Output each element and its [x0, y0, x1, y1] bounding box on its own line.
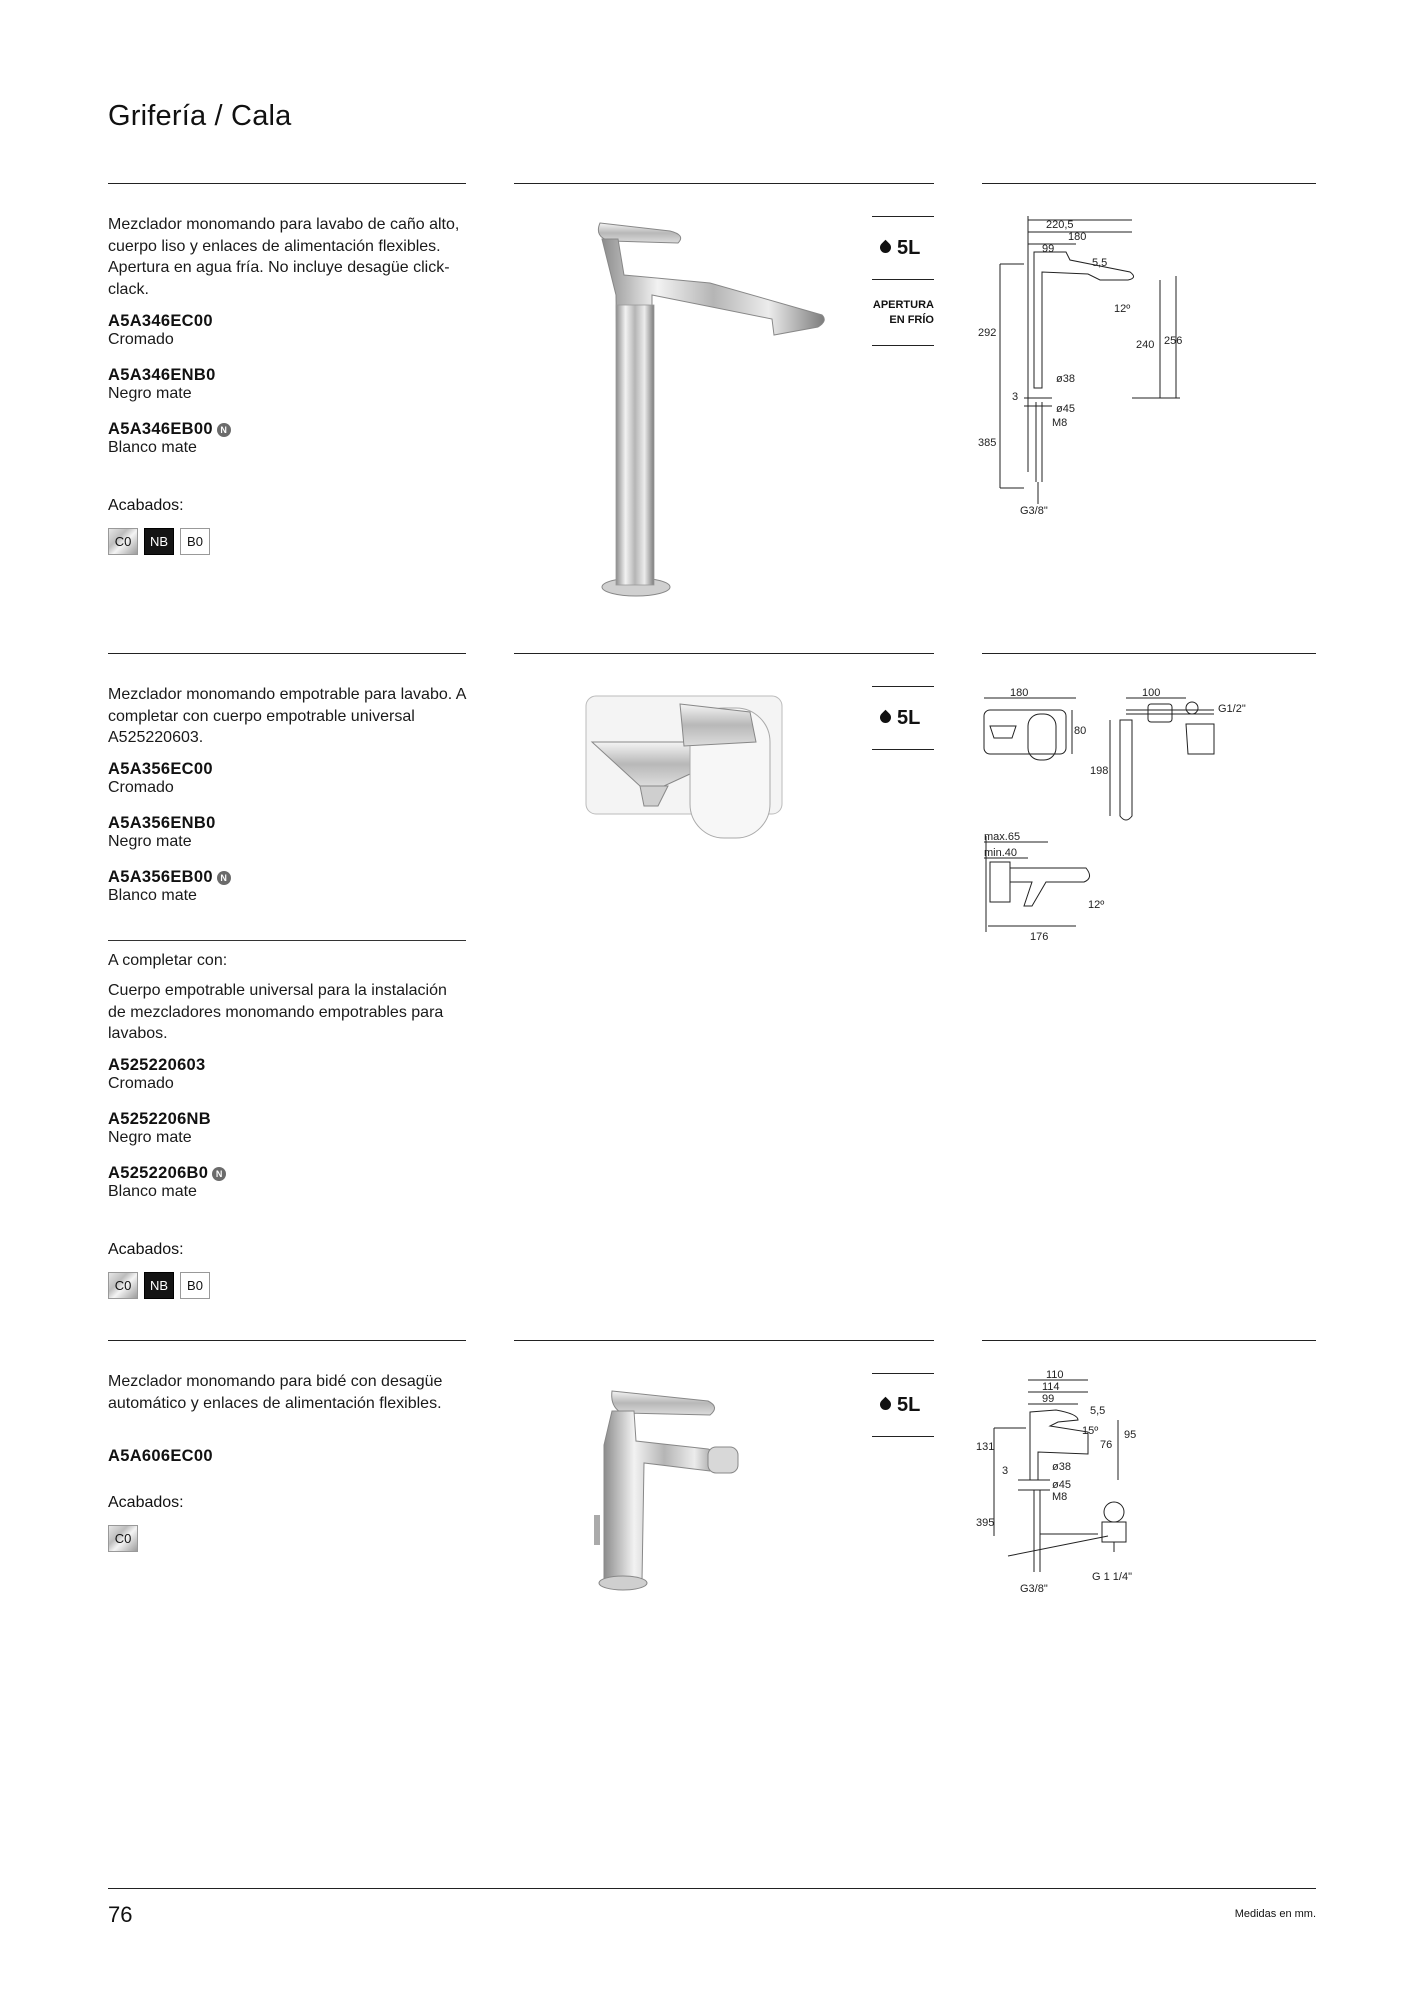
swatch-chrome[interactable]: C0 — [108, 528, 138, 555]
product-code: A5A346ENB0 — [108, 366, 216, 384]
dim-label: 180 — [1068, 231, 1087, 243]
dim-label: 292 — [978, 327, 997, 339]
variant-item — [108, 1447, 213, 1466]
apertura-line: APERTURA — [872, 299, 934, 311]
dim-label: G3/8" — [1020, 505, 1048, 517]
flow-rule — [872, 749, 934, 750]
cold-open-label — [862, 298, 934, 328]
technical-drawing-wall-mixer — [976, 684, 1276, 954]
flow-rule — [872, 345, 934, 346]
flow-rate — [880, 707, 920, 730]
product-code: A5A346EB00 — [108, 420, 213, 438]
finish-name: Blanco mate — [108, 439, 197, 456]
product-code: A5252206NB — [108, 1110, 211, 1128]
section-divider — [982, 183, 1316, 184]
section-divider — [982, 653, 1316, 654]
technical-drawing-tall-mixer — [980, 212, 1220, 522]
finish-name: Blanco mate — [108, 1183, 197, 1200]
footer-rule — [108, 1888, 1316, 1889]
dim-label: 114 — [1042, 1381, 1060, 1393]
dim-label: 99 — [1042, 243, 1055, 255]
dim-label: 3 — [1002, 1465, 1009, 1477]
product-image-wall-mixer — [580, 690, 790, 860]
flow-value: 5L — [897, 237, 921, 259]
variant-item — [108, 1164, 226, 1201]
new-badge: N — [212, 1167, 226, 1181]
flow-value: 5L — [897, 707, 921, 729]
dim-label: 395 — [976, 1517, 995, 1529]
flow-rule — [872, 686, 934, 687]
dim-label: G1/2" — [1218, 703, 1246, 715]
swatch-black-matte[interactable]: NB — [144, 528, 174, 555]
dim-label: min.40 — [984, 847, 1018, 859]
section-divider — [108, 183, 466, 184]
dim-label: 256 — [1164, 335, 1183, 347]
water-drop-icon — [878, 1397, 894, 1413]
dim-label: 131 — [976, 1441, 995, 1453]
water-drop-icon — [878, 710, 894, 726]
variant-item — [108, 868, 231, 905]
dim-label: ø38 — [1056, 373, 1075, 385]
dim-label: 76 — [1100, 1439, 1113, 1451]
complete-with-label: A completar con: — [108, 952, 228, 969]
product-code: A525220603 — [108, 1056, 206, 1074]
dim-label: ø45 — [1056, 403, 1075, 415]
page-number: 76 — [108, 1902, 133, 1927]
section-divider — [108, 653, 466, 654]
flow-rule — [872, 216, 934, 217]
water-drop-icon — [878, 240, 894, 256]
new-badge: N — [217, 423, 231, 437]
product-description: Mezclador monomando empotrable para lavabo. A completar con cuerpo empotrable universal A525220603. — [108, 686, 466, 746]
product-code: A5A606EC00 — [108, 1447, 213, 1465]
dim-label: G3/8" — [1020, 1583, 1048, 1595]
swatch-chrome[interactable]: C0 — [108, 1525, 138, 1552]
dim-label: 385 — [978, 437, 997, 449]
swatch-white-matte[interactable]: B0 — [180, 528, 210, 555]
finish-name: Blanco mate — [108, 887, 197, 904]
swatch-chrome[interactable]: C0 — [108, 1272, 138, 1299]
complete-with-description: Cuerpo empotrable universal para la instalación de mezcladores monomando empotrables para lavabos. — [108, 982, 447, 1042]
dim-label: 12º — [1088, 899, 1105, 911]
dim-label: 240 — [1136, 339, 1155, 351]
product-description: Mezclador monomando para bidé con desagüe automático y enlaces de alimentación flexibles. — [108, 1373, 443, 1412]
acabados-label: Acabados: — [108, 497, 184, 514]
finish-name: Negro mate — [108, 1129, 192, 1146]
product-code: A5A356EB00 — [108, 868, 213, 886]
apertura-line: EN FRÍO — [889, 314, 934, 326]
page-title: Grifería / Cala — [108, 100, 292, 132]
flow-rate — [880, 1394, 920, 1417]
dim-label: 176 — [1030, 931, 1049, 943]
product-code: A5A346EC00 — [108, 312, 213, 330]
variant-item — [108, 366, 216, 403]
dim-label: G 1 1/4" — [1092, 1571, 1132, 1583]
swatch-black-matte[interactable]: NB — [144, 1272, 174, 1299]
finish-name: Cromado — [108, 1075, 174, 1092]
variant-item — [108, 760, 213, 797]
product-code: A5A356EC00 — [108, 760, 213, 778]
variant-item — [108, 814, 216, 851]
acabados-label: Acabados: — [108, 1494, 184, 1511]
flow-rule — [872, 279, 934, 280]
technical-drawing-bidet-mixer — [978, 1370, 1188, 1600]
acabados-label: Acabados: — [108, 1241, 184, 1258]
new-badge: N — [217, 871, 231, 885]
section-divider — [108, 1340, 466, 1341]
dim-label: 80 — [1074, 725, 1087, 737]
dim-label: 100 — [1142, 687, 1161, 699]
dim-label: max.65 — [984, 831, 1021, 843]
dim-label: ø38 — [1052, 1461, 1071, 1473]
dim-label: 95 — [1124, 1429, 1137, 1441]
dim-label: 110 — [1046, 1369, 1064, 1381]
subsection-divider — [108, 940, 466, 941]
flow-rule — [872, 1436, 934, 1437]
section-divider — [982, 1340, 1316, 1341]
variant-item — [108, 1110, 211, 1147]
dim-label: 180 — [1010, 687, 1029, 699]
dim-label: 5,5 — [1090, 1405, 1106, 1417]
dim-label: 12º — [1114, 303, 1131, 315]
flow-rate — [880, 237, 920, 260]
section-divider — [514, 1340, 934, 1341]
dim-label: 5,5 — [1092, 257, 1108, 269]
product-image-tall-mixer — [560, 215, 850, 605]
dim-label: M8 — [1052, 1491, 1068, 1503]
dim-label: 220,5 — [1046, 219, 1074, 231]
product-description: Mezclador monomando para lavabo de caño alto, cuerpo liso y enlaces de alimentación flexibles. Apertura en agua fría. No incluye desagüe click-clack. — [108, 216, 460, 298]
finish-name: Negro mate — [108, 833, 192, 850]
flow-value: 5L — [897, 1394, 921, 1416]
units-note: Medidas en mm. — [1234, 1908, 1316, 1920]
product-code: A5252206B0 — [108, 1164, 209, 1182]
dim-label: ø45 — [1052, 1479, 1071, 1491]
product-code: A5A356ENB0 — [108, 814, 216, 832]
variant-item — [108, 312, 213, 349]
finish-name: Cromado — [108, 779, 174, 796]
dim-label: M8 — [1052, 417, 1068, 429]
dim-label: 3 — [1012, 391, 1019, 403]
variant-item — [108, 1056, 206, 1093]
finish-name: Negro mate — [108, 385, 192, 402]
section-divider — [514, 183, 934, 184]
dim-label: 99 — [1042, 1393, 1055, 1405]
finish-name: Cromado — [108, 331, 174, 348]
variant-item — [108, 420, 231, 457]
product-image-bidet-mixer — [588, 1385, 778, 1595]
dim-label: 15º — [1082, 1425, 1099, 1437]
swatch-white-matte[interactable]: B0 — [180, 1272, 210, 1299]
flow-rule — [872, 1373, 934, 1374]
dim-label: 198 — [1090, 765, 1109, 777]
section-divider — [514, 653, 934, 654]
